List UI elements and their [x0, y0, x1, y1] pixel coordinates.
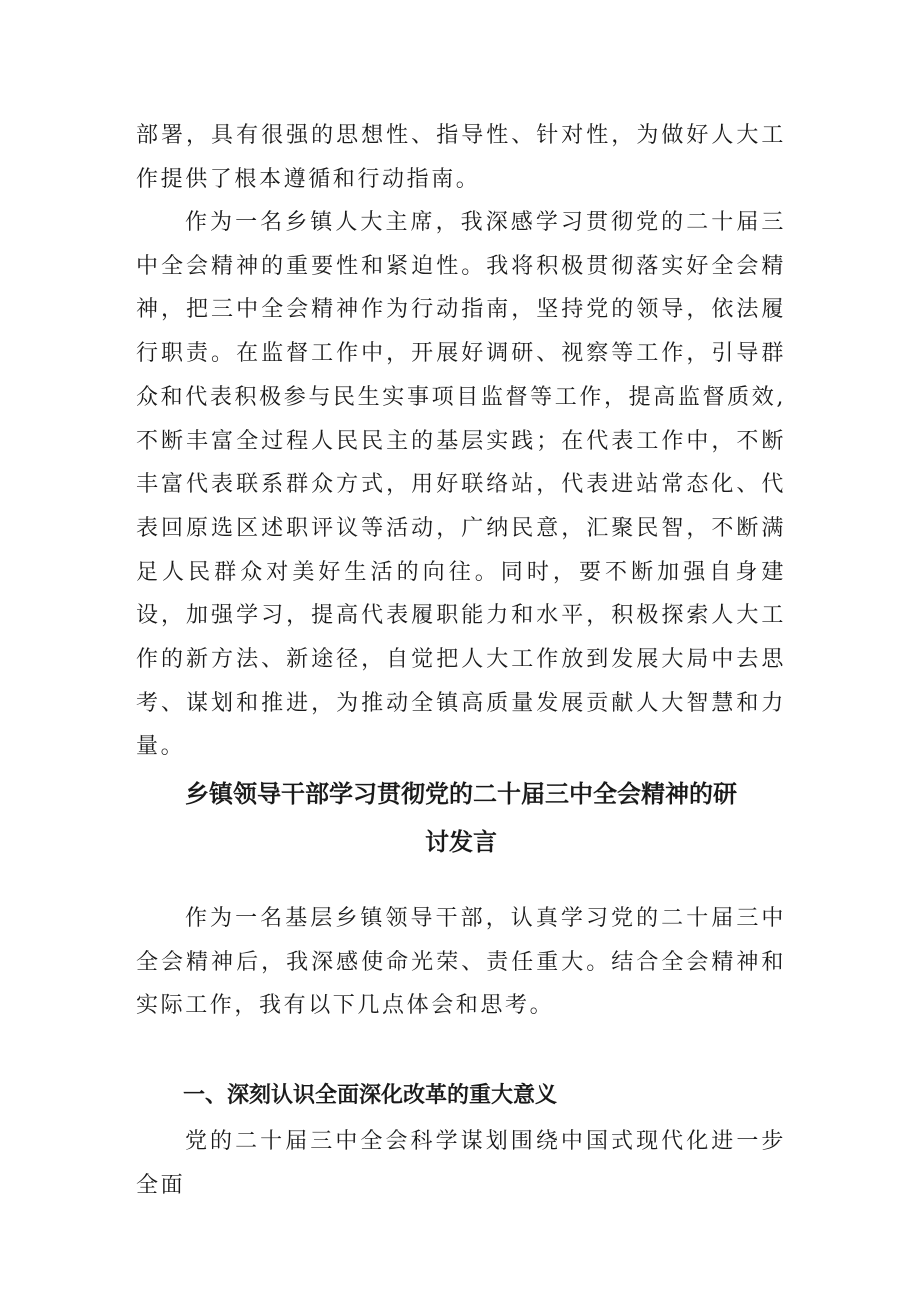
article-title-line-2: 讨发言 — [425, 828, 497, 856]
section-heading: 一、深刻认识全面深化改革的重大意义 — [183, 1083, 558, 1108]
article-title-line-1: 乡镇领导干部学习贯彻党的二十届三中全会精神的研 — [185, 780, 737, 808]
paragraph-town-congress-chair: 作为一名乡镇人大主席，我深感学习贯彻党的二十届三中全会精神的重要性和紧迫性。我将积极贯彻落实好全会精神，把三中全会精神作为行动指南，坚持党的领导，依法履行职责。在监督工作中，开展好调研、视察等工作，引导群众和代表积极参与民生实事项目监督等工作，提高监督质效,不断丰富全过程人民民主的基层实践；在代表工作中，不断丰富代表联系群众方式，用好联络站，代表进站常态化、代表回原选区述职评议等活动，广纳民意，汇聚民智，不断满足人民群众对美好生活的向往。同时，要不断加强自身建设，加强学习，提高代表履职能力和水平，积极探索人大工作的新方法、新途径，自觉把人大工作放到发展大局中去思考、谋划和推进，为推动全镇高质量发展贡献人大智慧和力量。 — [136, 210, 786, 760]
paragraph-continuation: 部署，具有很强的思想性、指导性、针对性，为做好人大工作提供了根本遵循和行动指南。 — [136, 123, 786, 192]
paragraph-intro: 作为一名基层乡镇领导干部，认真学习党的二十届三中全会精神后，我深感使命光荣、责任重大。结合全会精神和实际工作，我有以下几点体会和思考。 — [136, 906, 786, 1019]
article-title — [136, 770, 786, 866]
paragraph-section-body: 党的二十届三中全会科学谋划围绕中国式现代化进一步全面 — [136, 1129, 786, 1198]
